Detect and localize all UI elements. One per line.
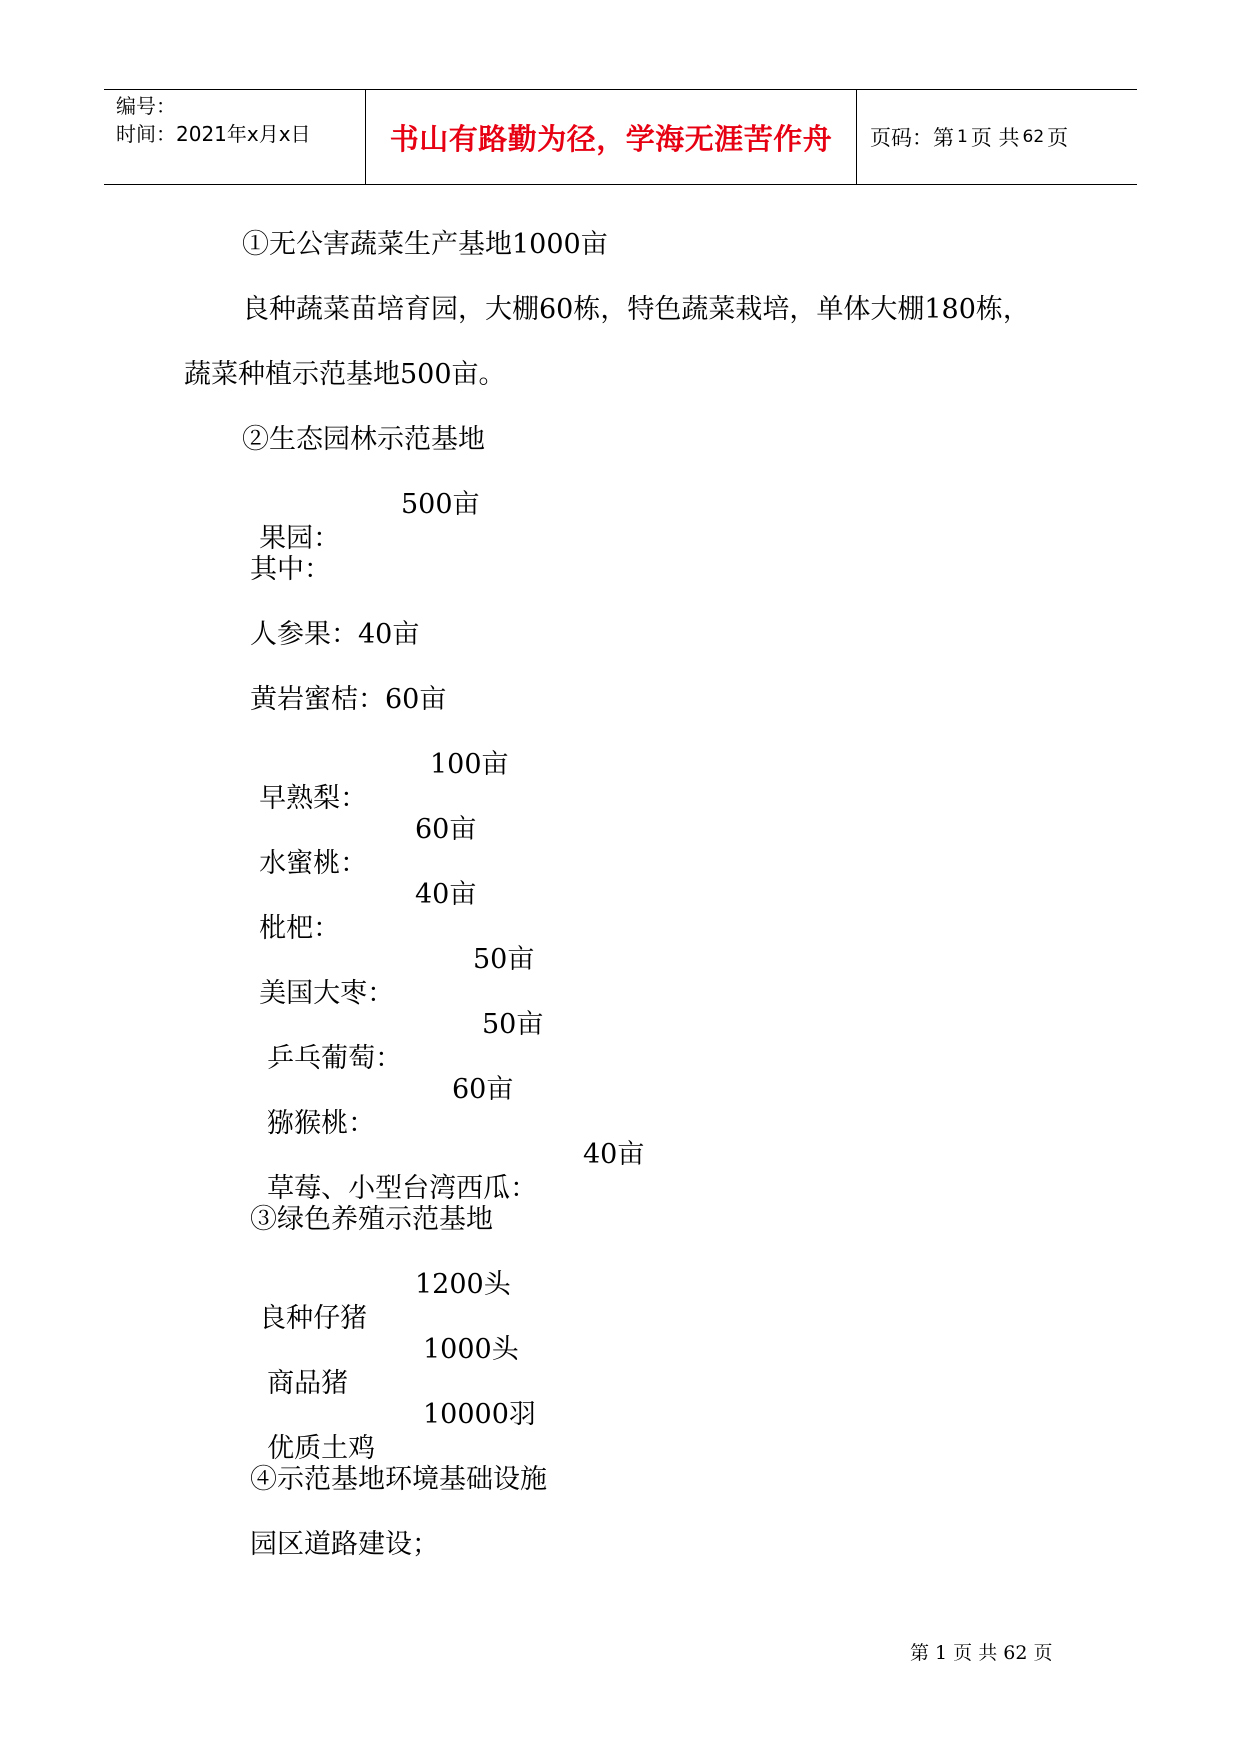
paragraph-line: 蔬菜种植示范基地500亩。 [184,359,506,390]
item-label: 早熟梨： [259,783,368,814]
page-middle: 页 共 [970,126,1020,150]
item-value: 60亩 [415,814,477,845]
item-label: 果园： [259,523,341,554]
item-label: 良种仔猪 [259,1303,368,1334]
page-total: 62 [1022,127,1045,147]
item-label: 优质土鸡 [267,1433,376,1464]
paragraph-line: 良种蔬菜苗培育园，大棚60栋，特色蔬菜栽培，单体大棚180栋， [242,294,1030,325]
item-value: 100亩 [430,749,509,780]
list-item: 黄岩蜜桔：60亩 [250,684,447,715]
item-label: 美国大枣： [259,978,395,1009]
header-meta [116,92,361,148]
item-label: 枇杷： [259,913,341,944]
serial-label: 编号： [116,94,176,118]
item-value: 1000头 [423,1334,519,1365]
item-value: 500亩 [401,489,480,520]
list-item: 园区道路建设； [250,1529,439,1560]
item-label: 猕猴桃： [267,1108,376,1139]
section-vegetable-base: ①无公害蔬菜生产基地1000亩 [242,229,608,260]
item-value: 50亩 [473,944,535,975]
time-label: 时间：2021年x月x日 [116,122,311,146]
page-suffix: 页 [1047,126,1069,150]
page-current: 1 [957,127,968,147]
header-divider [856,90,857,184]
item-label: 水蜜桃： [259,848,368,879]
section-breeding-base: ③绿色养殖示范基地 [250,1204,493,1235]
page-footer: 第 1 页 共 62 页 [910,1642,1053,1664]
item-value: 50亩 [482,1009,544,1040]
section-ecology-base: ②生态园林示范基地 [242,424,485,455]
item-label: 草莓、小型台湾西瓜： [267,1173,538,1204]
section-infrastructure: ④示范基地环境基础设施 [250,1464,547,1495]
item-value: 40亩 [583,1139,645,1170]
item-value: 60亩 [452,1074,514,1105]
item-value: 10000羽 [423,1399,536,1430]
item-value: 1200头 [415,1269,511,1300]
list-item: 其中： [250,554,331,585]
page-prefix: 页码：第 [870,126,954,150]
item-label: 乒乓葡萄： [267,1043,403,1074]
page-header [104,89,1137,185]
header-page-number [870,90,1130,184]
item-value: 40亩 [415,879,477,910]
item-label: 商品猪 [267,1368,349,1399]
header-motto: 书山有路勤为径，学海无涯苦作舟 [389,121,833,156]
list-item: 人参果：40亩 [250,619,420,650]
